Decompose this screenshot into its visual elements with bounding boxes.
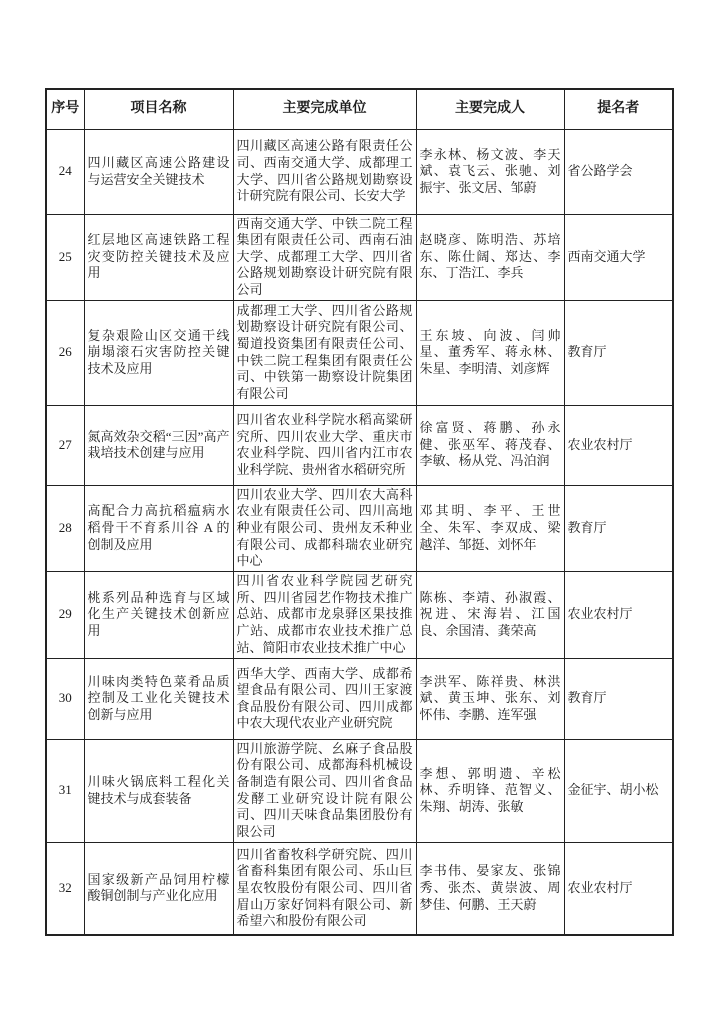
header-no: 序号 xyxy=(46,89,84,129)
table-row xyxy=(46,405,673,485)
cell-nominator: 教育厅 xyxy=(564,485,673,571)
cell-no: 26 xyxy=(46,300,84,405)
header-main-people: 主要完成人 xyxy=(416,89,564,129)
cell-project-name: 高配合力高抗稻瘟病水稻骨干不育系川谷 A 的创制及应用 xyxy=(84,485,233,571)
cell-main-units: 西华大学、西南大学、成都希望食品有限公司、四川王家渡食品股份有限公司、四川成都中农大现代农业产业研究院 xyxy=(233,658,416,739)
cell-no: 28 xyxy=(46,485,84,571)
cell-no: 29 xyxy=(46,571,84,658)
cell-project-name: 四川藏区高速公路建设与运营安全关键技术 xyxy=(84,129,233,214)
header-main-units: 主要完成单位 xyxy=(233,89,416,129)
table-row xyxy=(46,300,673,405)
cell-project-name: 川味火锅底料工程化关键技术与成套装备 xyxy=(84,739,233,842)
cell-no: 24 xyxy=(46,129,84,214)
cell-main-people: 李书伟、晏家友、张锦秀、张杰、黄崇波、周梦佳、何鹏、王天蔚 xyxy=(416,842,564,935)
cell-main-units: 四川省农业科学院水稻高粱研究所、四川农业大学、重庆市农业科学院、四川省内江市农业科学院、贵州省水稻研究所 xyxy=(233,405,416,485)
cell-nominator: 农业农村厅 xyxy=(564,571,673,658)
cell-nominator: 省公路学会 xyxy=(564,129,673,214)
header-nominator: 提名者 xyxy=(564,89,673,129)
cell-project-name: 复杂艰险山区交通干线崩塌滚石灾害防控关键技术及应用 xyxy=(84,300,233,405)
cell-project-name: 氮高效杂交稻“三因”高产栽培技术创建与应用 xyxy=(84,405,233,485)
cell-main-people: 王东坡、向波、闫帅星、董秀军、蒋永林、朱星、李明清、刘彦辉 xyxy=(416,300,564,405)
table-header-row xyxy=(46,89,673,129)
table-row xyxy=(46,129,673,214)
cell-main-units: 四川藏区高速公路有限责任公司、西南交通大学、成都理工大学、四川省公路规划勘察设计研究院有限公司、长安大学 xyxy=(233,129,416,214)
cell-no: 31 xyxy=(46,739,84,842)
cell-nominator: 金征宇、胡小松 xyxy=(564,739,673,842)
cell-project-name: 红层地区高速铁路工程灾变防控关键技术及应用 xyxy=(84,214,233,300)
table-row xyxy=(46,739,673,842)
award-projects-table xyxy=(45,88,674,936)
table-row xyxy=(46,214,673,300)
table-row xyxy=(46,485,673,571)
cell-main-people: 邓其明、李平、王世全、朱军、李双成、梁越洋、邹挺、刘怀年 xyxy=(416,485,564,571)
cell-no: 32 xyxy=(46,842,84,935)
cell-project-name: 桃系列品种选育与区域化生产关键技术创新应用 xyxy=(84,571,233,658)
cell-no: 27 xyxy=(46,405,84,485)
cell-main-people: 赵晓彦、陈明浩、苏培东、陈仕阔、郑达、李东、丁浩江、李兵 xyxy=(416,214,564,300)
cell-main-units: 成都理工大学、四川省公路规划勘察设计研究院有限公司、蜀道投资集团有限责任公司、中铁二院工程集团有限责任公司、中铁第一勘察设计院集团有限公司 xyxy=(233,300,416,405)
cell-main-units: 西南交通大学、中铁二院工程集团有限责任公司、西南石油大学、成都理工大学、四川省公路规划勘察设计研究院有限公司 xyxy=(233,214,416,300)
table-row xyxy=(46,571,673,658)
cell-main-units: 四川省农业科学院园艺研究所、四川省园艺作物技术推广总站、成都市龙泉驿区果技推广站、成都市农业技术推广总站、简阳市农业技术推广中心 xyxy=(233,571,416,658)
cell-nominator: 西南交通大学 xyxy=(564,214,673,300)
cell-project-name: 川味肉类特色菜肴品质控制及工业化关键技术创新与应用 xyxy=(84,658,233,739)
table-row xyxy=(46,842,673,935)
cell-main-people: 徐富贤、蒋鹏、孙永健、张巫军、蒋茂春、李敏、杨从党、冯泊润 xyxy=(416,405,564,485)
cell-main-units: 四川农业大学、四川农大高科农业有限责任公司、四川高地种业有限公司、贵州友禾种业有限公司、成都科瑞农业研究中心 xyxy=(233,485,416,571)
cell-no: 25 xyxy=(46,214,84,300)
cell-nominator: 农业农村厅 xyxy=(564,405,673,485)
cell-nominator: 农业农村厅 xyxy=(564,842,673,935)
cell-main-units: 四川旅游学院、幺麻子食品股份有限公司、成都海科机械设备制造有限公司、四川省食品发酵工业研究设计院有限公司、四川天味食品集团股份有限公司 xyxy=(233,739,416,842)
cell-nominator: 教育厅 xyxy=(564,658,673,739)
cell-no: 30 xyxy=(46,658,84,739)
cell-main-people: 李永林、杨文波、李天斌、袁飞云、张驰、刘振宇、张文居、邹蔚 xyxy=(416,129,564,214)
cell-main-people: 李洪军、陈祥贵、林洪斌、黄玉坤、张东、刘怀伟、李鹏、连军强 xyxy=(416,658,564,739)
cell-main-people: 陈栋、李靖、孙淑霞、祝进、宋海岩、江国良、余国清、龚荣高 xyxy=(416,571,564,658)
header-project-name: 项目名称 xyxy=(84,89,233,129)
cell-main-units: 四川省畜牧科学研究院、四川省畜科集团有限公司、乐山巨星农牧股份有限公司、四川省眉山万家好饲料有限公司、新希望六和股份有限公司 xyxy=(233,842,416,935)
table-row xyxy=(46,658,673,739)
cell-nominator: 教育厅 xyxy=(564,300,673,405)
cell-project-name: 国家级新产品饲用柠檬酸铜创制与产业化应用 xyxy=(84,842,233,935)
cell-main-people: 李想、郭明遗、辛松林、乔明锋、范智义、朱翔、胡涛、张敏 xyxy=(416,739,564,842)
